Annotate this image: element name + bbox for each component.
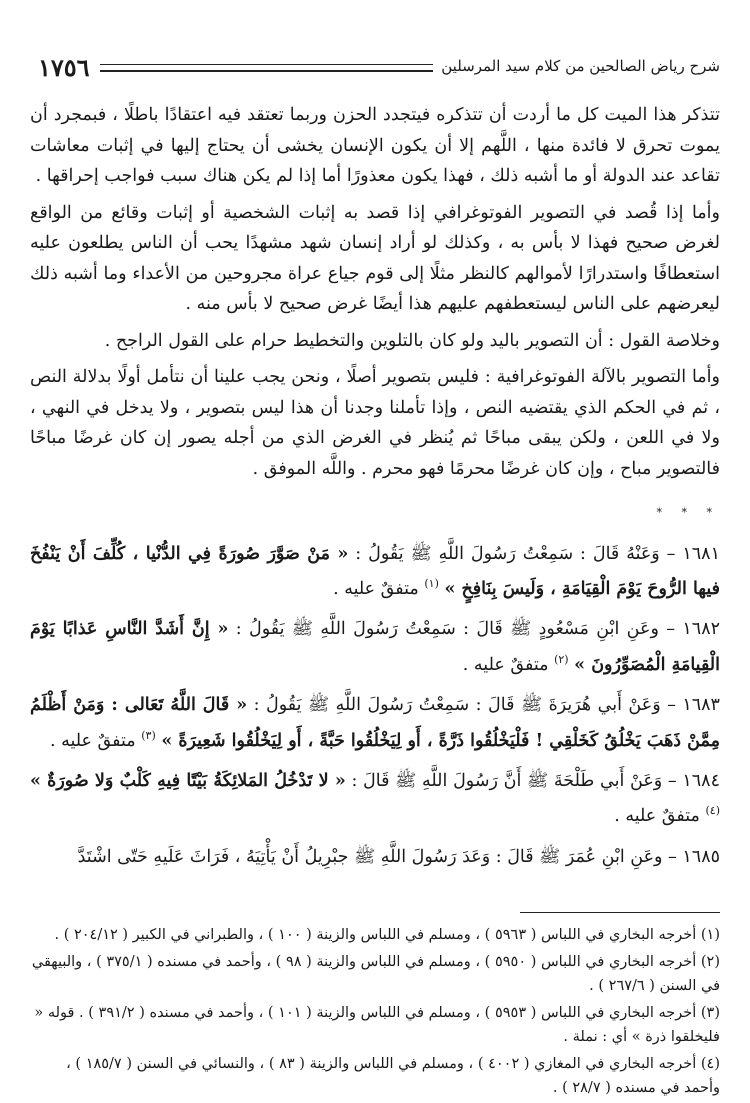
hadith-number: ١٦٨٢ — [682, 619, 720, 640]
paragraph: وخلاصة القول : أن التصوير باليد ولو كان بالتلوين والتخطيط حرام على القول الراجح . — [104, 330, 720, 351]
hadith-number: ١٦٨٣ — [682, 695, 720, 716]
hadith-number: ١٦٨٥ — [682, 846, 720, 867]
body-text — [30, 100, 720, 872]
footnote: (٣) أخرجه البخاري في اللباس ( ٥٩٥٣ ) ، ومسلم في اللباس والزينة ( ١٠١ ) ، وأحمد في مسنده ( ٣٩١/٢ ) . قوله « فليخلقوا ذرة » أي : نملة . — [34, 1005, 720, 1046]
page-number: ١٧٥٦ — [38, 53, 90, 82]
hadith-grade: متفقٌ عليه . — [49, 730, 136, 751]
hadith-entry — [30, 614, 720, 680]
hadith-intro: – وَعَنْ أَبي هُرَيرَةَ ﷺ قَالَ : سَمِعْتُ رَسُولَ اللَّهِ ﷺ يَقُولُ : — [253, 695, 676, 716]
footnote: (٤) أخرجه البخاري في المغازي ( ٤٠٠٢ ) ، ومسلم في اللباس والزينة ( ٨٣ ) ، والنسائي في السنن ( ١٨٥/٧ ) ، وأحمد في مسنده ( ٢٨/٧ ) . — [66, 1056, 720, 1097]
footnote-ref[interactable]: (٢) — [554, 652, 569, 666]
hadith-quote: « مَنْ صَوَّرَ صُورَةً فِي الدُّنْيا ، كُلِّفَ أَنْ يَنْفُخَ فيها الرُّوحَ يَوْمَ الْقِيَامَةِ ، وَلَيسَ بِنَافِخٍ » — [30, 543, 720, 599]
hadith-grade: متفقٌ عليه . — [614, 806, 700, 827]
hadith-number: ١٦٨٤ — [682, 770, 720, 791]
hadith-intro: – وعَنِ ابْنِ عُمَرَ ﷺ قَالَ : وَعَدَ رَسُولَ اللَّهِ ﷺ جبْرِيلُ أَنْ يَأْتِيَهُ ، فَرَاثَ عَلَيهِ حَتّى اشْتَدَّ — [77, 846, 677, 867]
hadith-intro: – وَعَنْهُ قَالَ : سَمِعْتُ رَسُولَ اللَّهِ ﷺ يَقُولُ : — [355, 543, 676, 564]
book-page — [30, 50, 720, 1103]
footnote-ref[interactable]: (١) — [424, 577, 439, 590]
paragraph: تتذكر هذا الميت كل ما أردت أن تتذكره فيتجدد الحزن وربما تعتقد فيه اعتقادًا باطلًا ، فبمجرد أن يموت تحرق لا فائدة منها ، اللَّهم إلا أن يكون الإنسان يخشى أن يحتاج إليها في إثبات معاشات تقاعد عند الدولة أو ما أشبه ذلك ، فهذا يكون معذورًا أما إذا لم يكن هناك سبب فواجب إحراقها . — [30, 105, 720, 186]
hadith-grade: متفقٌ عليه . — [333, 578, 419, 599]
running-title: شرح رياض الصالحين من كلام سيد المرسلين — [433, 56, 720, 76]
paragraph: وأما التصوير بالآلة الفوتوغرافية : فليس بتصوير أصلًا ، ونحن يجب علينا أن نتأمل أولًا بدلالة النص ، ثم في الحكم الذي يقتضيه النص ، وإذا تأملنا وجدنا أن هذا ليس بتصوير ، ولا يدخل في النهي ، ولا في اللعن ، ولكن يبقى مباحًا ثم يُنظر في الغرض الذي من أجله يصور إن كان غرضًا مباحًا فالتصوير مباح ، وإن كان غرضًا محرمًا فهو محرم . واللَّه الموفق . — [30, 367, 720, 479]
footnote: (١) أخرجه البخاري في اللباس ( ٥٩٦٣ ) ، ومسلم في اللباس والزينة ( ١٠٠ ) ، والطبراني في الكبير ( ٢٠٤/١٢ ) . — [54, 927, 720, 944]
hadith-entry — [30, 690, 720, 756]
page-header — [30, 50, 720, 80]
hadith-entry — [30, 539, 720, 605]
hadith-entry — [30, 766, 720, 832]
footnote-rule — [520, 912, 720, 913]
footnote-ref[interactable]: (٣) — [141, 728, 156, 742]
hadith-quote: « لا تَدْخُلُ المَلائِكَةُ بَيْتًا فِيهِ كَلْبٌ وَلا صُورَةٌ » — [30, 770, 346, 791]
hadith-entry — [30, 842, 720, 873]
section-separator: * * * — [656, 506, 720, 519]
hadith-quote: « قَالَ اللَّهُ تَعَالى : وَمَنْ أَظْلَمُ مِمَّنْ ذَهَبَ يَخْلُقُ كَخَلْقِي ! فَلْيَخْلُقُوا ذَرَّةً ، أَو لِيَخْلُقُوا حَبَّةً ، أَو لِيَخْلُقُوا شَعِيرَةً » — [30, 695, 720, 751]
footnotes — [30, 923, 720, 1100]
hadith-quote: « إِنَّ أَشَدَّ النَّاسِ عَذابًا يَوْمَ الْقِيامَةِ الْمُصَوِّرُونَ » — [30, 619, 720, 675]
hadith-intro: – وَعَنْ أَبي طَلْحَةَ ﷺ أَنَّ رَسُولَ اللَّهِ ﷺ قَالَ : — [351, 770, 677, 791]
footnote: (٢) أخرجه البخاري في اللباس ( ٥٩٥٠ ) ، ومسلم في اللباس والزينة ( ٩٨ ) ، وأحمد في مسنده ( ٣٧٥/١ ) ، والبيهقي في السنن ( ٢٦٧/٦ ) . — [31, 954, 720, 995]
footnote-ref[interactable]: (٤) — [705, 804, 720, 818]
hadith-number: ١٦٨١ — [682, 543, 720, 564]
hadith-intro: – وعَنِ ابْنِ مَسْعُودٍ ﷺ قَالَ : سَمِعْتُ رَسُولَ اللَّهِ ﷺ يَقُولُ : — [235, 619, 676, 640]
hadith-grade: متفقٌ عليه . — [462, 654, 549, 675]
paragraph: وأما إذا قُصد في التصوير الفوتوغرافي إذا قصد به إثبات الشخصية أو إثبات وقائع من الواقع لغرض صحيح فهذا لا بأس به ، وكذلك لو أراد إنسان شهد مشهدًا يحب أن الناس يطلعون عليه استعطافًا واستدرارًا لأموالهم كالنظر مثلًا إلى قوم جياع عراة مجروحين من الأعداء وما أشبه ذلك ليعرضهم على الناس ليستعطفهم عليهم هذا أيضًا غرض صحيح لا بأس منه . — [30, 202, 720, 314]
